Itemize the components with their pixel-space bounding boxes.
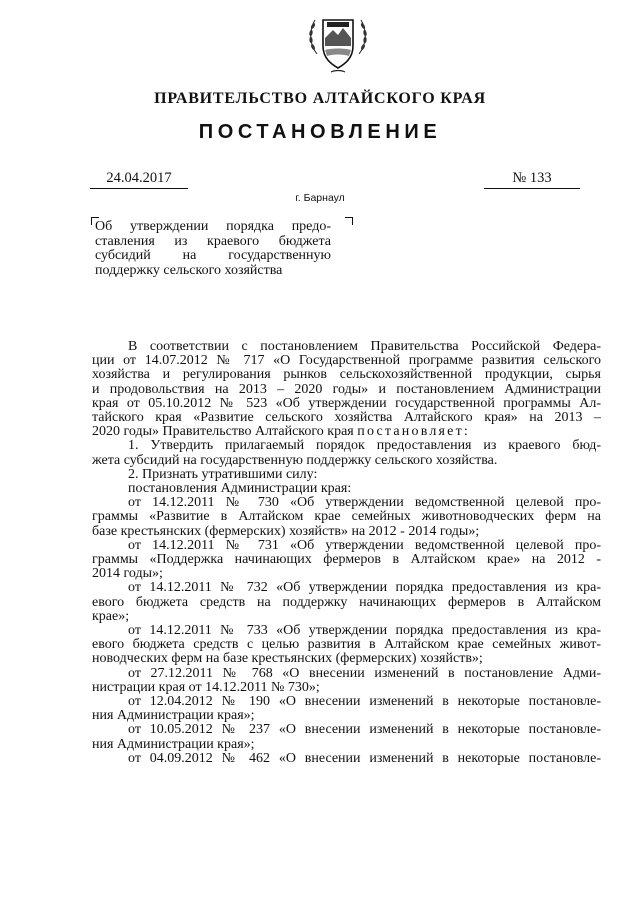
body-line: евого бюджета средств с целью развития в Алтайском крае семейных живот- bbox=[92, 638, 601, 653]
subject-line: поддержку сельского хозяйства bbox=[95, 263, 283, 278]
document-date: 24.04.2017 bbox=[90, 170, 188, 189]
body-line: 2014 годы»; bbox=[92, 567, 163, 582]
body-line: от 14.12.2011 № 731 «Об утверждении ведомственной целевой про- bbox=[128, 538, 601, 553]
body-line: 1. Утвердить прилагаемый порядок предоставления из краевого бюд- bbox=[128, 439, 601, 454]
body-line: нистрации края от 14.12.2011 № 730»; bbox=[92, 680, 320, 695]
document-city: г. Барнаул bbox=[295, 192, 345, 204]
body-line: евого бюджета средств на поддержку начинающих фермеров в Алтайском bbox=[92, 595, 601, 610]
subject-line: ставления из краевого бюджета bbox=[95, 234, 331, 249]
document-type-title: ПОСТАНОВЛЕНИЕ bbox=[198, 121, 442, 143]
body-line: от 14.12.2011 № 730 «Об утверждении ведомственной целевой про- bbox=[128, 496, 601, 511]
resolves-keyword: постановляет: bbox=[357, 425, 470, 440]
subject-line: субсидий на государственную bbox=[95, 249, 331, 264]
body-text: 2020 годы» Правительство Алтайского края bbox=[92, 425, 354, 440]
body-line: от 14.12.2011 № 733 «Об утверждении порядка предоставления из кра- bbox=[128, 624, 601, 639]
body-line: граммы «Развитие в Алтайском крае семейных животноводческих ферм на bbox=[92, 510, 601, 525]
body-line: крае»; bbox=[92, 609, 130, 624]
document-number: № 133 bbox=[484, 170, 580, 189]
body-line: от 04.09.2012 № 462 «О внесении изменений в некоторые постановле- bbox=[128, 751, 601, 766]
subject-line: Об утверждении порядка предо- bbox=[95, 220, 331, 234]
body-line: от 12.04.2012 № 190 «О внесении изменений в некоторые постановле- bbox=[128, 695, 601, 710]
body-line: базе крестьянских (фермерских) хозяйств» на 2012 - 2014 годы»; bbox=[92, 524, 480, 539]
body-line: жета субсидий на государственную поддержку сельского хозяйства. bbox=[92, 453, 498, 468]
body-line: граммы «Поддержка начинающих фермеров в Алтайском крае» на 2012 - bbox=[92, 553, 601, 568]
body-line: В соответствии с постановлением Правительства Российской Федера- bbox=[128, 340, 601, 354]
body-line: тайского края «Развитие сельского хозяйства Алтайского края» на 2013 – bbox=[92, 411, 601, 426]
body-line: ции от 14.07.2012 № 717 «О Государственной программе развития сельского bbox=[92, 354, 601, 369]
document-body bbox=[92, 340, 601, 766]
body-line: постановления Администрации края: bbox=[128, 482, 352, 497]
body-line: ния Администрации края»; bbox=[92, 709, 255, 724]
body-line: и продовольствия на 2013 – 2020 годы» и постановлением Администрации bbox=[92, 382, 601, 397]
body-line: хозяйства и регулирования рынков сельскохозяйственной продукции, сырья bbox=[92, 368, 601, 383]
body-line: от 10.05.2012 № 237 «О внесении изменений в некоторые постановле- bbox=[128, 723, 601, 738]
body-line: края от 05.10.2012 № 523 «Об утверждении государственной программы Ал- bbox=[92, 396, 601, 411]
body-line: ния Администрации края»; bbox=[92, 737, 255, 752]
subject-bracket-right bbox=[345, 217, 353, 225]
body-line bbox=[92, 425, 601, 439]
government-title: ПРАВИТЕЛЬСТВО АЛТАЙСКОГО КРАЯ bbox=[154, 90, 486, 107]
body-line: новодческих ферм на базе крестьянских (фермерских) хозяйств»; bbox=[92, 652, 483, 667]
document-subject bbox=[95, 220, 331, 278]
body-line: 2. Признать утратившими силу: bbox=[128, 467, 318, 482]
body-line: от 14.12.2011 № 732 «Об утверждении порядка предоставления из кра- bbox=[128, 581, 601, 596]
altai-coat-of-arms-emblem bbox=[303, 8, 373, 78]
body-line: от 27.12.2011 № 768 «О внесении изменений в постановление Адми- bbox=[128, 666, 601, 681]
